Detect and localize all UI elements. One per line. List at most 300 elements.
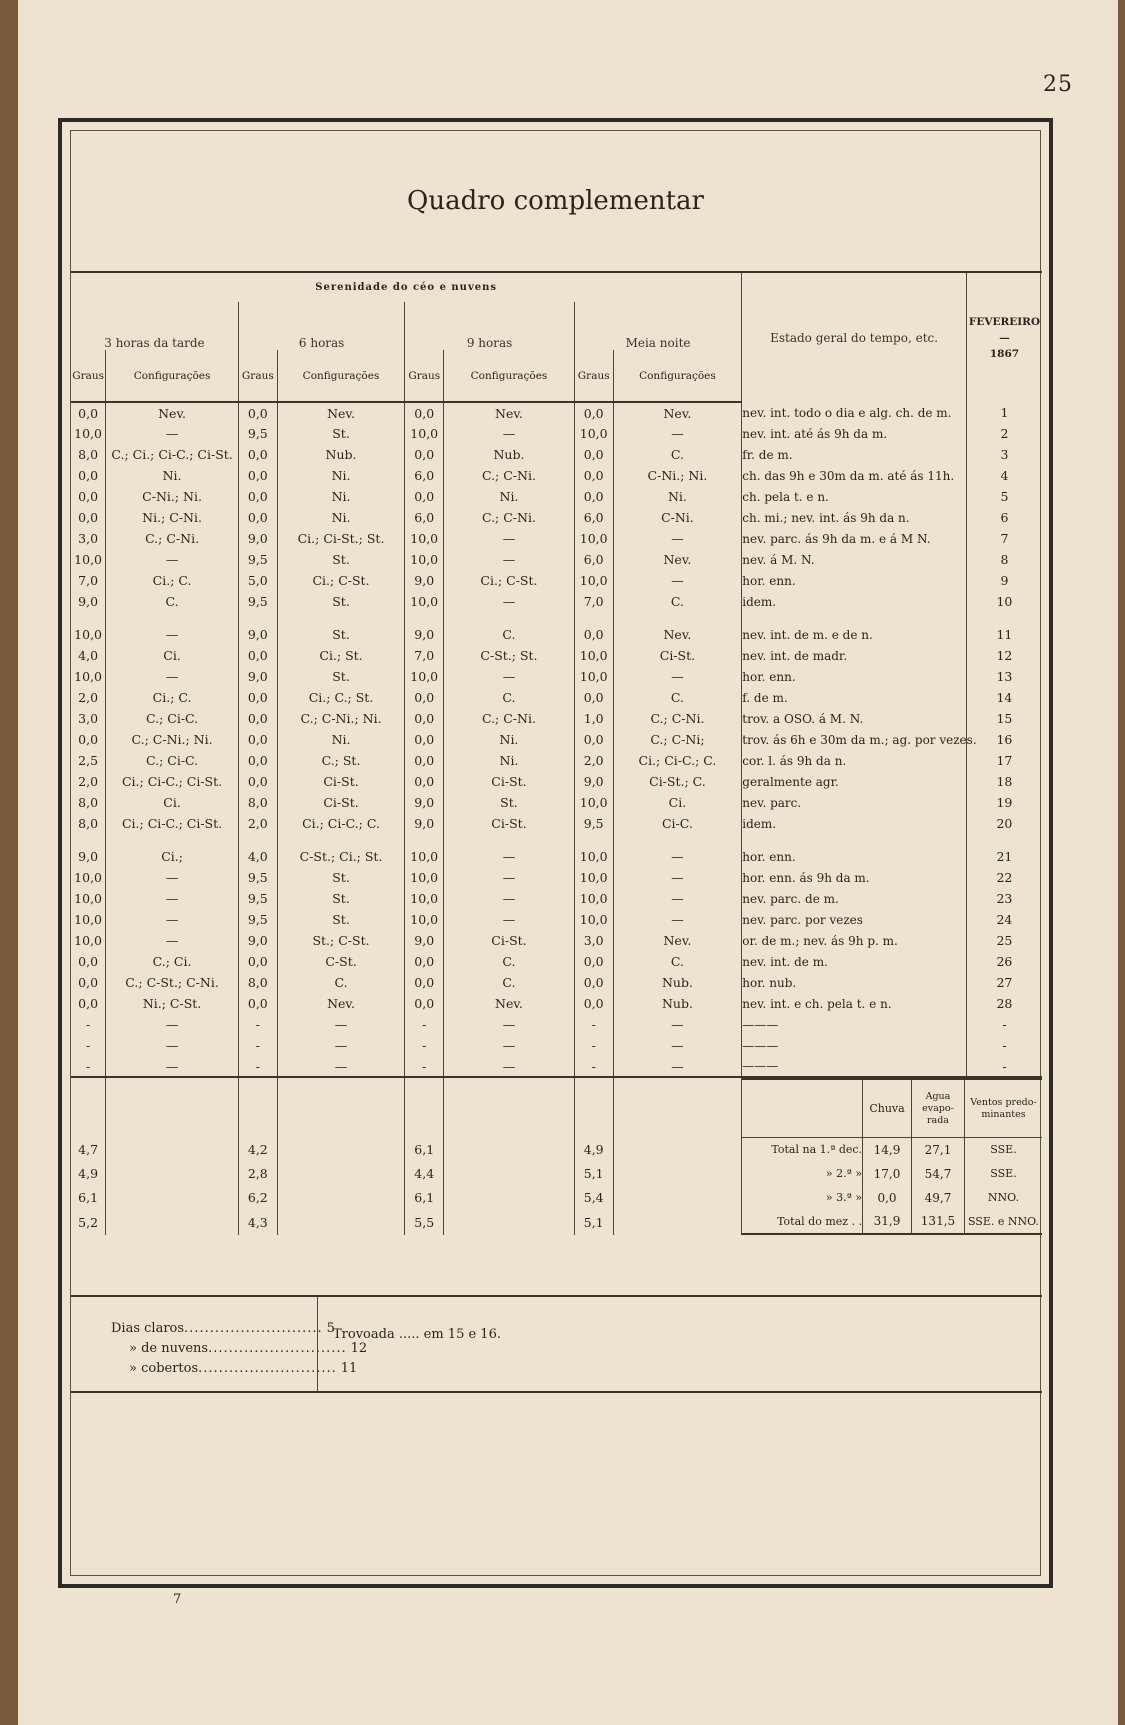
table-row [71, 666, 1042, 687]
config-3pm: Ni.; C-St. [106, 993, 239, 1014]
estado-cell: hor. enn. [742, 666, 967, 687]
config-midnight: Nev. [613, 549, 742, 570]
config-9h: C. [444, 687, 575, 708]
chuva-value: 0,0 [863, 1186, 912, 1210]
config-9h: — [444, 528, 575, 549]
graus-9h: 9,0 [405, 813, 444, 834]
graus-midnight: 10,0 [574, 666, 613, 687]
graus-9h: 10,0 [405, 888, 444, 909]
graus-midnight: 3,0 [574, 930, 613, 951]
trovoada-note: Trovoada ..... em 15 e 16. [333, 1327, 501, 1342]
graus-3pm: - [85, 1058, 91, 1074]
config-9h: Ci-St. [444, 930, 575, 951]
config-header: Configurações [277, 350, 405, 402]
table-row [71, 993, 1042, 1014]
graus-6h: 9,5 [238, 888, 277, 909]
mean-value: 6,1 [405, 1186, 444, 1210]
day-cell: 22 [966, 867, 1042, 888]
graus-9h: 0,0 [405, 729, 444, 750]
graus-3pm: 3,0 [78, 711, 99, 726]
config-3pm: Ni.; C-Ni. [106, 507, 239, 528]
estado-cell: nev. int. de m. [742, 951, 967, 972]
agua-value: 54,7 [911, 1162, 964, 1186]
graus-midnight: 0,0 [574, 972, 613, 993]
graus-9h: 0,0 [405, 444, 444, 465]
config-midnight: Ci-St. [613, 645, 742, 666]
graus-midnight: 10,0 [574, 792, 613, 813]
estado-cell: ——— [742, 1056, 967, 1077]
graus-6h: 9,0 [238, 930, 277, 951]
graus-6h: 0,0 [238, 771, 277, 792]
agua-value: 27,1 [911, 1138, 964, 1162]
graus-6h: 9,0 [238, 528, 277, 549]
graus-6h: 0,0 [238, 993, 277, 1014]
config-6h: Nub. [277, 444, 405, 465]
graus-midnight: 0,0 [574, 687, 613, 708]
graus-9h: 9,0 [405, 624, 444, 645]
graus-midnight: 10,0 [574, 909, 613, 930]
config-6h: C. [277, 972, 405, 993]
graus-midnight: 0,0 [574, 624, 613, 645]
config-6h: St. [277, 624, 405, 645]
config-6h: C.; C-Ni.; Ni. [277, 708, 405, 729]
config-6h: — [277, 1014, 405, 1035]
graus-9h: 0,0 [405, 708, 444, 729]
graus-3pm: 10,0 [74, 933, 103, 948]
mean-value: 4,2 [238, 1137, 277, 1162]
config-9h: — [444, 1056, 575, 1077]
graus-9h: 6,0 [405, 507, 444, 528]
day-cell: 24 [966, 909, 1042, 930]
table-body [71, 402, 1042, 1235]
graus-6h: 9,5 [238, 423, 277, 444]
total-label: Total do mez . . [742, 1210, 862, 1234]
graus-3pm: 9,0 [78, 849, 99, 864]
config-9h: — [444, 1014, 575, 1035]
config-6h: Nev. [277, 993, 405, 1014]
config-midnight: C-Ni. [613, 507, 742, 528]
config-3pm: C.; C-St.; C-Ni. [106, 972, 239, 993]
day-cell: 7 [966, 528, 1042, 549]
graus-3pm: 10,0 [74, 870, 103, 885]
config-midnight: C. [613, 951, 742, 972]
config-midnight: — [613, 1056, 742, 1077]
table-row [71, 1014, 1042, 1035]
mean-value: 6,1 [405, 1137, 444, 1162]
chuva-header: Chuva [863, 1079, 912, 1137]
config-3pm: — [106, 549, 239, 570]
graus-3pm: 0,0 [78, 954, 99, 969]
config-3pm: C.; Ci. [106, 951, 239, 972]
graus-3pm: 0,0 [78, 489, 99, 504]
graus-midnight: 2,0 [574, 750, 613, 771]
graus-6h: 0,0 [238, 507, 277, 528]
graus-3pm: 2,0 [78, 690, 99, 705]
estado-cell: cor. l. ás 9h da n. [742, 750, 967, 771]
graus-midnight: 6,0 [574, 549, 613, 570]
graus-9h: 10,0 [405, 591, 444, 612]
day-cell: 13 [966, 666, 1042, 687]
graus-3pm: 0,0 [78, 468, 99, 483]
dias-nuvens: » de nuvens ........................... 12 [129, 1341, 368, 1356]
graus-midnight: 0,0 [574, 465, 613, 486]
day-cell: 4 [966, 465, 1042, 486]
config-header: Configurações [613, 350, 742, 402]
estado-cell: ——— [742, 1014, 967, 1035]
day-cell: 17 [966, 750, 1042, 771]
table-row [71, 591, 1042, 612]
estado-cell: f. de m. [742, 687, 967, 708]
graus-midnight: 0,0 [574, 486, 613, 507]
graus-6h: 0,0 [238, 486, 277, 507]
graus-midnight: 10,0 [574, 846, 613, 867]
config-midnight: C. [613, 687, 742, 708]
graus-3pm: 0,0 [78, 996, 99, 1011]
chuva-value: 17,0 [863, 1162, 912, 1186]
config-6h: Ni. [277, 729, 405, 750]
config-9h: St. [444, 792, 575, 813]
estado-cell: geralmente agr. [742, 771, 967, 792]
total-label: » 2.ª » [825, 1167, 863, 1180]
page-number: 25 [1043, 72, 1073, 97]
month-label: FEVEREIRO [968, 315, 1040, 328]
graus-6h: 0,0 [238, 645, 277, 666]
graus-midnight: 10,0 [574, 423, 613, 444]
config-9h: C. [444, 624, 575, 645]
agua-header: Agua evapo-rada [911, 1079, 964, 1137]
graus-9h: 10,0 [405, 528, 444, 549]
summary-row [71, 1186, 1042, 1210]
config-9h: C. [444, 972, 575, 993]
day-cell: 16 [966, 729, 1042, 750]
graus-midnight: 10,0 [574, 867, 613, 888]
graus-6h: 8,0 [238, 972, 277, 993]
config-6h: Ni. [277, 486, 405, 507]
table-row [71, 792, 1042, 813]
graus-3pm: 0,0 [78, 405, 99, 421]
graus-9h: 10,0 [405, 423, 444, 444]
day-cell: 19 [966, 792, 1042, 813]
config-3pm: C.; Ci.; Ci-C.; Ci-St. [106, 444, 239, 465]
vento-value: SSE. e NNO. [964, 1210, 1042, 1234]
totals-row [742, 1186, 1042, 1210]
graus-6h: 9,5 [238, 591, 277, 612]
config-midnight: — [613, 423, 742, 444]
graus-9h: 0,0 [405, 951, 444, 972]
graus-header: Graus [238, 350, 277, 402]
graus-6h: 0,0 [238, 750, 277, 771]
graus-midnight: 9,5 [574, 813, 613, 834]
dias-list [111, 1319, 368, 1379]
mean-value: 2,8 [238, 1162, 277, 1186]
config-3pm: — [106, 1035, 239, 1056]
config-3pm: Ni. [106, 465, 239, 486]
estado-cell: ch. mi.; nev. int. ás 9h da n. [742, 507, 967, 528]
config-6h: Ci.; Ci-C.; C. [277, 813, 405, 834]
config-9h: — [444, 909, 575, 930]
table-row [71, 645, 1042, 666]
graus-9h: 7,0 [405, 645, 444, 666]
config-midnight: — [613, 909, 742, 930]
config-midnight: C.; C-Ni. [613, 708, 742, 729]
period-9h: 9 horas [405, 302, 574, 350]
estado-cell: hor. enn. ás 9h da m. [742, 867, 967, 888]
table-row [71, 972, 1042, 993]
graus-9h: 0,0 [405, 402, 444, 423]
graus-midnight: 6,0 [574, 507, 613, 528]
config-6h: St. [277, 549, 405, 570]
estado-cell: nev. int. de m. e de n. [742, 624, 967, 645]
graus-6h: 0,0 [238, 465, 277, 486]
table-row [71, 624, 1042, 645]
dias-cobertos: » cobertos ........................... 11 [129, 1361, 358, 1376]
config-3pm: Ci. [106, 645, 239, 666]
totals-row [742, 1162, 1042, 1186]
graus-3pm: - [85, 1038, 91, 1053]
config-6h: St. [277, 867, 405, 888]
table-row [71, 846, 1042, 867]
config-9h: Ci-St. [444, 813, 575, 834]
config-midnight: Nev. [613, 930, 742, 951]
graus-9h: 6,0 [405, 465, 444, 486]
agua-value: 131,5 [911, 1210, 964, 1234]
totals-header [742, 1077, 1042, 1137]
graus-midnight: 0,0 [574, 729, 613, 750]
graus-3pm: 10,0 [74, 426, 103, 441]
table-row [71, 1056, 1042, 1077]
table-row [71, 813, 1042, 834]
config-3pm: — [106, 909, 239, 930]
graus-6h: 2,0 [238, 813, 277, 834]
summary-row [71, 1162, 1042, 1186]
graus-3pm: - [85, 1017, 91, 1032]
config-9h: — [444, 1035, 575, 1056]
month-header [966, 272, 1042, 402]
graus-9h: 10,0 [405, 846, 444, 867]
day-cell: 10 [966, 591, 1042, 612]
graus-3pm: 8,0 [78, 447, 99, 462]
estado-cell: nev. int. de madr. [742, 645, 967, 666]
mean-value: 6,1 [78, 1190, 99, 1205]
graus-3pm: 4,0 [78, 648, 99, 663]
config-6h: Ni. [277, 465, 405, 486]
agua-value: 49,7 [911, 1186, 964, 1210]
vento-value: SSE. [964, 1162, 1042, 1186]
config-6h: Ci.; C-St. [277, 570, 405, 591]
weather-table [71, 271, 1042, 1235]
day-cell: 12 [966, 645, 1042, 666]
day-cell: - [966, 1035, 1042, 1056]
config-6h: Ci.; C.; St. [277, 687, 405, 708]
config-midnight: C-Ni.; Ni. [613, 465, 742, 486]
bottom-summary [71, 1295, 1042, 1393]
config-midnight: — [613, 528, 742, 549]
config-midnight: Nev. [613, 402, 742, 423]
config-midnight: — [613, 846, 742, 867]
graus-3pm: 2,0 [78, 774, 99, 789]
table-row [71, 708, 1042, 729]
config-3pm: — [106, 624, 239, 645]
config-midnight: Ci.; Ci-C.; C. [613, 750, 742, 771]
graus-6h: 8,0 [238, 792, 277, 813]
estado-cell: nev. parc. ás 9h da m. e á M N. [742, 528, 967, 549]
config-3pm: Ci.; C. [106, 687, 239, 708]
config-9h: — [444, 666, 575, 687]
config-header: Configurações [444, 350, 575, 402]
graus-3pm: 0,0 [78, 510, 99, 525]
estado-cell: nev. parc. por vezes [742, 909, 967, 930]
config-3pm: — [106, 666, 239, 687]
config-3pm: — [106, 423, 239, 444]
graus-midnight: 10,0 [574, 888, 613, 909]
config-3pm: — [106, 930, 239, 951]
config-6h: Ci-St. [277, 771, 405, 792]
graus-midnight: 0,0 [574, 951, 613, 972]
config-3pm: — [106, 888, 239, 909]
config-midnight: Nub. [613, 993, 742, 1014]
table-inner-frame [70, 130, 1041, 1576]
config-midnight: — [613, 867, 742, 888]
graus-3pm: 0,0 [78, 732, 99, 747]
config-9h: — [444, 846, 575, 867]
estado-header: Estado geral do tempo, etc. [742, 272, 967, 402]
config-3pm: — [106, 867, 239, 888]
config-3pm: — [106, 1056, 239, 1077]
estado-cell: hor. enn. [742, 570, 967, 591]
table-row [71, 528, 1042, 549]
config-midnight: Ci-St.; C. [613, 771, 742, 792]
table-row [71, 867, 1042, 888]
graus-6h: 9,5 [238, 909, 277, 930]
estado-cell: trov. a OSO. á M. N. [742, 708, 967, 729]
totals-row [742, 1210, 1042, 1235]
total-label: Total na 1.ª dec. [742, 1138, 862, 1162]
day-cell: 26 [966, 951, 1042, 972]
estado-cell: nev. int. até ás 9h da m. [742, 423, 967, 444]
graus-6h: - [238, 1056, 277, 1077]
mean-value: 4,7 [78, 1141, 99, 1157]
config-3pm: C.; Ci-C. [106, 750, 239, 771]
estado-cell: idem. [742, 813, 967, 834]
graus-midnight: 9,0 [574, 771, 613, 792]
chuva-value: 31,9 [863, 1210, 912, 1234]
mean-value: 6,2 [238, 1186, 277, 1210]
graus-header: Graus [405, 350, 444, 402]
summary-header-row [71, 1077, 1042, 1137]
config-6h: St.; C-St. [277, 930, 405, 951]
config-6h: C-St. [277, 951, 405, 972]
config-9h: — [444, 423, 575, 444]
estado-cell: ch. pela t. e n. [742, 486, 967, 507]
config-3pm: Nev. [106, 402, 239, 423]
config-6h: — [277, 1035, 405, 1056]
config-9h: — [444, 867, 575, 888]
table-row [71, 465, 1042, 486]
graus-9h: - [405, 1035, 444, 1056]
graus-midnight: - [574, 1035, 613, 1056]
table-row [71, 951, 1042, 972]
table-row [71, 687, 1042, 708]
day-cell: 28 [966, 993, 1042, 1014]
graus-9h: 0,0 [405, 750, 444, 771]
graus-3pm: 10,0 [74, 627, 103, 642]
table-frame [58, 118, 1053, 1588]
graus-3pm: 2,5 [78, 753, 99, 768]
table-row [71, 549, 1042, 570]
day-cell: 27 [966, 972, 1042, 993]
config-6h: St. [277, 888, 405, 909]
graus-9h: 10,0 [405, 549, 444, 570]
graus-9h: 9,0 [405, 570, 444, 591]
mean-value: 5,5 [405, 1210, 444, 1235]
graus-midnight: 10,0 [574, 528, 613, 549]
config-midnight: — [613, 1035, 742, 1056]
graus-3pm: 8,0 [78, 816, 99, 831]
config-3pm: C-Ni.; Ni. [106, 486, 239, 507]
graus-midnight: 7,0 [574, 591, 613, 612]
graus-6h: 0,0 [238, 402, 277, 423]
summary-row [71, 1137, 1042, 1162]
mean-value: 5,4 [574, 1186, 613, 1210]
config-9h: — [444, 549, 575, 570]
config-midnight: Ni. [613, 486, 742, 507]
page-sheet [18, 0, 1118, 1725]
table-row [71, 930, 1042, 951]
config-3pm: — [106, 1014, 239, 1035]
graus-midnight: - [574, 1056, 613, 1077]
total-label: » 3.ª » [825, 1191, 863, 1204]
config-9h: Ci-St. [444, 771, 575, 792]
day-cell: 9 [966, 570, 1042, 591]
mean-value: 5,1 [574, 1162, 613, 1186]
graus-3pm: 10,0 [74, 669, 103, 684]
graus-header: Graus [574, 350, 613, 402]
page-title: Quadro complementar [407, 186, 704, 216]
graus-6h: 9,5 [238, 549, 277, 570]
config-9h: Ci.; C-St. [444, 570, 575, 591]
config-9h: Ni. [444, 750, 575, 771]
estado-cell: nev. á M. N. [742, 549, 967, 570]
day-cell: 23 [966, 888, 1042, 909]
graus-9h: - [405, 1056, 444, 1077]
table-row [71, 486, 1042, 507]
graus-6h: - [238, 1014, 277, 1035]
graus-3pm: 7,0 [78, 573, 99, 588]
decade-spacer [71, 834, 1042, 846]
mean-value: 5,2 [78, 1214, 99, 1230]
config-9h: — [444, 888, 575, 909]
config-6h: Ni. [277, 507, 405, 528]
graus-midnight: 1,0 [574, 708, 613, 729]
graus-header: Graus [71, 350, 106, 402]
graus-9h: 0,0 [405, 486, 444, 507]
graus-3pm: 8,0 [78, 795, 99, 810]
table-row [71, 771, 1042, 792]
config-9h: C.; C-Ni. [444, 708, 575, 729]
graus-9h: 9,0 [405, 930, 444, 951]
dias-claros: Dias claros ........................... 5 [111, 1321, 335, 1336]
config-6h: C-St.; Ci.; St. [277, 846, 405, 867]
graus-9h: 0,0 [405, 771, 444, 792]
graus-9h: 0,0 [405, 993, 444, 1014]
config-9h: Nev. [444, 402, 575, 423]
graus-9h: 9,0 [405, 792, 444, 813]
config-6h: St. [277, 423, 405, 444]
graus-midnight: 0,0 [574, 993, 613, 1014]
graus-3pm: 3,0 [78, 531, 99, 546]
graus-midnight: 0,0 [574, 444, 613, 465]
config-9h: Ni. [444, 729, 575, 750]
